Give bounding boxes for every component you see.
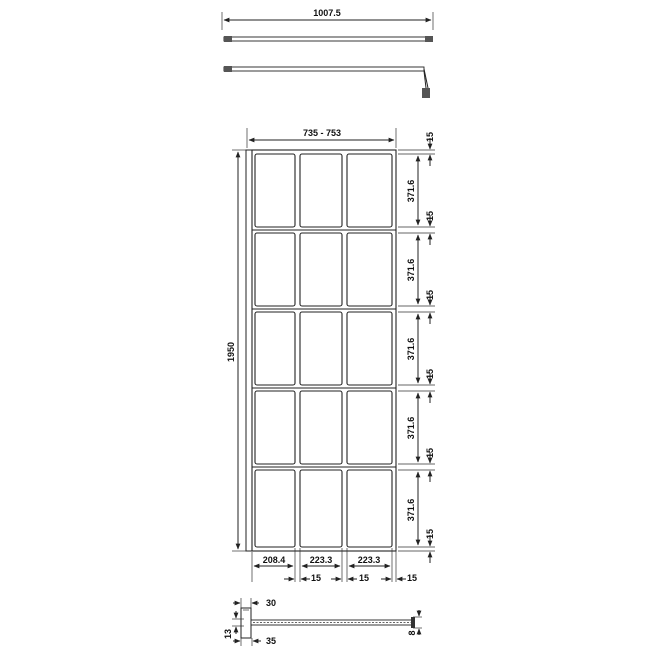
plan-view-glass [224,36,433,42]
gap-label-6: 15 [425,528,435,540]
col-first-label: 208.4 [262,555,286,565]
section-top-label: 30 [265,598,277,608]
row-height-label-3: 371.6 [406,337,416,361]
row-height-label-4: 371.6 [406,416,416,440]
row-height-label-5: 371.6 [406,498,416,522]
gap-bottom-label-1: 15 [310,573,322,583]
gap-label-5: 15 [425,447,435,459]
right-dimension-chain [398,132,435,563]
top-width-label: 1007.5 [313,8,341,18]
bottom-dimension-chain [252,548,417,583]
gap-bottom-label-3: 15 [406,573,418,583]
col-last-label: 223.3 [357,555,381,565]
height-label: 1950 [226,341,236,363]
section-right-label: 8 [407,630,417,636]
wall-profile [246,150,252,551]
panel-width-label: 735 - 753 [302,128,342,138]
gap-label-2: 15 [425,210,435,222]
gap-label-1: 15 [425,131,435,143]
panel-width-dimension [247,128,396,148]
row-height-label-2: 371.6 [406,258,416,282]
section-detail [223,598,422,646]
section-left-label: 13 [223,628,233,640]
col-mid-label: 223.3 [309,555,333,565]
gap-label-4: 15 [425,368,435,380]
gap-label-3: 15 [425,289,435,301]
row-height-label-1: 371.6 [406,179,416,203]
section-bottom-label: 35 [265,636,277,646]
height-dimension [226,150,248,551]
plan-view-with-arm [224,66,430,98]
top-width-dimension [222,8,433,30]
gap-bottom-label-2: 15 [358,573,370,583]
glass-panes [252,154,396,547]
panel-outer-frame [252,150,396,551]
